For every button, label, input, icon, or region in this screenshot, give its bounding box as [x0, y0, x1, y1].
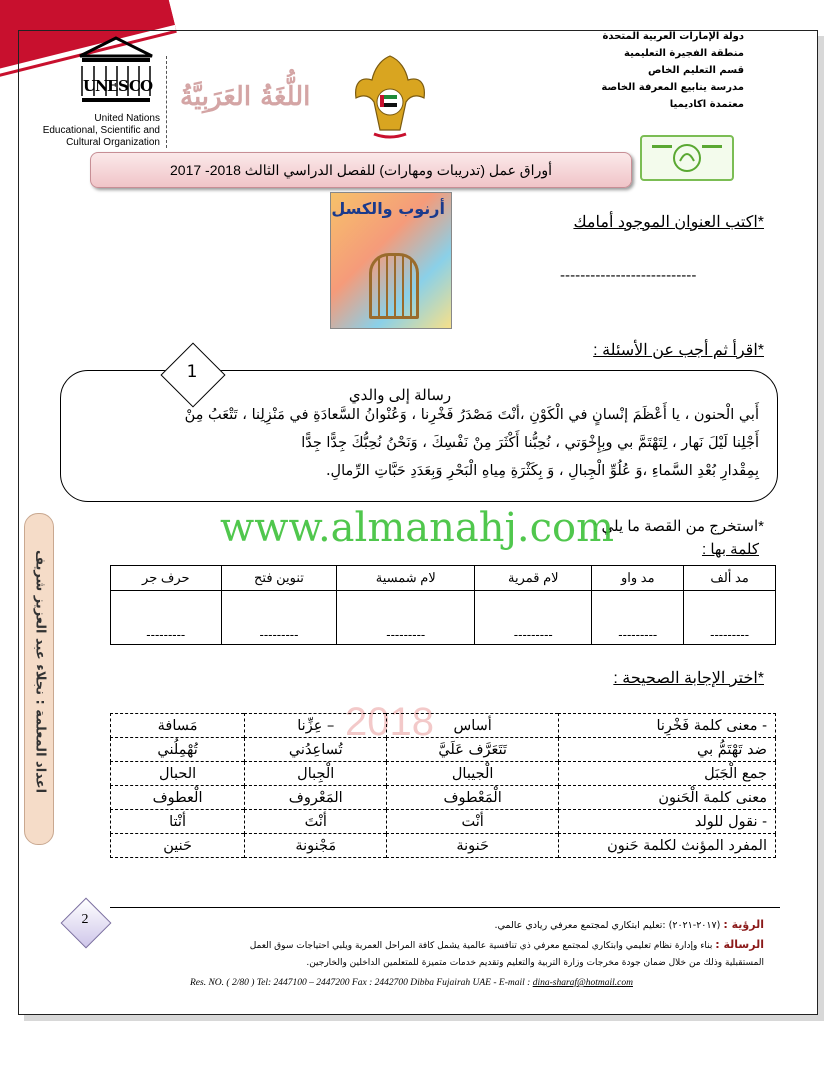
- choice-option[interactable]: مَسافة: [111, 714, 245, 738]
- story-line: بِمِقْدارِ بُعْدِ السَّماءِ ،وَ عُلُوِّ الْجِبالِ ، وَ بِكَثْرَةِ مِياهِ الْبَحْرِ وَبِعَدَدِ حَبَّاتِ الرِّمالِ.: [325, 463, 759, 479]
- choice-option[interactable]: حَنين: [111, 834, 245, 858]
- svg-text:S: S: [118, 77, 129, 95]
- table-row: - معنى كلمة فَخْرِنا أساس – عِزِّنا مَسافة: [111, 714, 776, 738]
- unesco-logo: [78, 36, 154, 108]
- choice-option[interactable]: الْمَعْطوف: [387, 786, 559, 810]
- email-link[interactable]: dina-sharaf@hotmail.com: [532, 978, 633, 988]
- school-logo: [640, 135, 734, 181]
- table-answer-row: [111, 591, 776, 645]
- cage-icon: [369, 253, 419, 319]
- q3-title: *استخرج من القصة ما يلي :: [593, 518, 764, 535]
- footer-contact: Res. NO. ( 2/80 ) Tel: 2447100 – 2447200 Fax : 2442700 Dibba Fujairah UAE - E-mail : dina-sharaf@hotmail.com: [190, 978, 633, 988]
- table-row: المفرد المؤنث لكلمة حَنون حَنونة مَجْنونة حَنين: [111, 834, 776, 858]
- school-header: دولة الإمارات العربية المتحدة منطقة الفجيرة التعليمية قسم التعليم الخاص مدرسة ينابيع المعرفة الخاصة معتمدة اكاديميا: [601, 31, 744, 110]
- svg-text:C: C: [129, 77, 141, 95]
- teacher-credit: اعداد المعلمة : نجلاء عبد العزيز شريف: [32, 549, 48, 794]
- worksheet-banner: أوراق عمل (تدريبات ومهارات) للفصل الدراسي الثالث 2018- 2017: [90, 152, 632, 188]
- multiple-choice-table: [110, 713, 776, 858]
- choice-option[interactable]: الْجِبال: [245, 762, 387, 786]
- story-heading: رسالة إلى والدي: [348, 387, 452, 404]
- table-row: معنى كلمة الْحَنون الْمَعْطوف المَعْروف الْعطوف: [111, 786, 776, 810]
- footer-mission: الرسالة : بناء وإدارة نظام تعليمي وابتكاري لمجتمع معرفي ذي تنافسية عالمية يشمل كافة المراحل العمرية ويلبي احتياجات سوق العمل: [249, 938, 764, 951]
- choice-option[interactable]: – عِزِّنا: [245, 714, 387, 738]
- svg-text:N: N: [95, 77, 109, 95]
- q3-subtitle: كلمة بها :: [702, 541, 759, 558]
- table-row: جمع الْجَبَل الْجيبال الْجِبال الحبال: [111, 762, 776, 786]
- classification-table: [110, 565, 776, 645]
- answer-cell[interactable]: ---------: [337, 591, 475, 645]
- q4-title: *اختر الإجابة الصحيحة :: [613, 670, 764, 687]
- choice-option[interactable]: الحبال: [111, 762, 245, 786]
- q1-answer-line[interactable]: ---------------------------: [560, 268, 697, 284]
- choice-option[interactable]: المَعْروف: [245, 786, 387, 810]
- choice-option[interactable]: تَتَعَرَّف عَلَيَّ: [387, 738, 559, 762]
- unesco-caption: United Nations Educational, Scientific and Cultural Organization: [42, 113, 160, 148]
- choice-option[interactable]: أنْتا: [111, 810, 245, 834]
- footer-vision: الرؤية : (٢٠١٧-٢٠٢١) :تعليم ابتكاري لمجتمع معرفي ريادي عالمي.: [494, 918, 764, 931]
- choice-option[interactable]: أساس: [387, 714, 559, 738]
- q1-title: *اكتب العنوان الموجود أمامك: [573, 214, 764, 231]
- footer-divider: [110, 907, 780, 908]
- story-line: أَبي الْحنون ، يا أَعْظَمَ إنْسانٍ في الْكَوْنِ ،أنْتَ مَصْدَرُ فَخْرِنا ، وَعُنْوانُ السَّعادَةِ في مَنْزِلِنا ، تَتْعَبُ مِنْ: [184, 407, 759, 423]
- answer-cell[interactable]: ---------: [111, 591, 222, 645]
- choice-option[interactable]: حَنونة: [387, 834, 559, 858]
- page-number: 2: [81, 912, 89, 927]
- choice-option[interactable]: مَجْنونة: [245, 834, 387, 858]
- choice-option[interactable]: الْعطوف: [111, 786, 245, 810]
- q2-title: *اقرأ ثم أجب عن الأسئلة :: [593, 342, 764, 359]
- choice-option[interactable]: تُهْمِلُني: [111, 738, 245, 762]
- choice-option[interactable]: أنْتَ: [245, 810, 387, 834]
- footer-mission-continued: المستقبلية وذلك من خلال ضمان جودة مخرجات وزارة التربية والتعليم وتقديم خدمات متميزة للمتعلمين الداخلين والخارجين.: [306, 958, 764, 968]
- svg-text:E: E: [107, 77, 119, 95]
- answer-cell[interactable]: ---------: [592, 591, 684, 645]
- choice-option[interactable]: أنْت: [387, 810, 559, 834]
- answer-cell[interactable]: ---------: [221, 591, 337, 645]
- story-line: أَجْلِنا لَيْلَ نَهار ، لِتَهْتَمَّ بي وبِإِخْوَتي ، نُحِبُّنا أَكْثَرَ مِنْ نَفْسِكَ ، وَنَحْنُ نُحِبُّكَ جِدًّا جِدًّا: [301, 435, 759, 451]
- story-cover-image: أرنوب والكسل: [330, 192, 452, 329]
- table-row: - نقول للولد أنْت أنْتَ أنْتا: [111, 810, 776, 834]
- answer-cell[interactable]: ---------: [684, 591, 776, 645]
- svg-text:U: U: [83, 77, 97, 95]
- answer-cell[interactable]: ---------: [475, 591, 592, 645]
- story-number: 1: [186, 362, 198, 382]
- uae-emblem-icon: [350, 50, 430, 142]
- choice-option[interactable]: الْجيبال: [387, 762, 559, 786]
- table-row: ضد تَهْتَمُّ بي تَتَعَرَّف عَلَيَّ تُساعِدُني تُهْمِلُني: [111, 738, 776, 762]
- table-header-row: مد ألف مد واو لام قمرية لام شمسية تنوين فتح حرف جر: [111, 566, 776, 591]
- site-watermark: www.almanahj.com: [220, 505, 615, 551]
- svg-text:O: O: [140, 77, 154, 95]
- faint-watermark: 2018: [345, 700, 434, 744]
- choice-option[interactable]: تُساعِدُني: [245, 738, 387, 762]
- arabic-language-logo: اللُّغَةُ العَرَبِيَّةُ: [180, 82, 311, 112]
